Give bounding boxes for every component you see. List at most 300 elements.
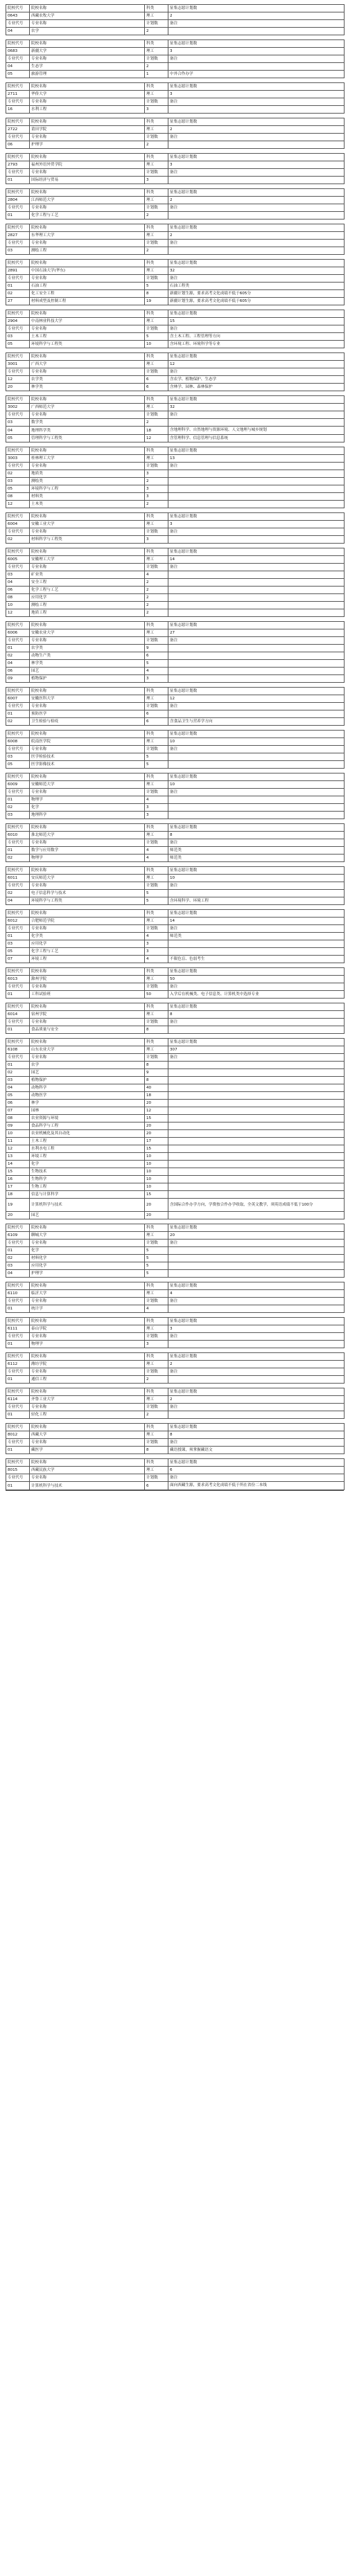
header-row-col-1-cell: 院校代号 <box>6 189 30 197</box>
group-gap-col-2-cell <box>30 35 145 40</box>
major-row-col-2-cell: 测绘工程 <box>30 602 145 609</box>
institution-row-col-2-cell: 安徽医科大学 <box>30 695 145 703</box>
group-gap-col-2-cell <box>30 999 145 1003</box>
major-row <box>6 1199 345 1212</box>
major-row-col-4-cell <box>168 536 345 544</box>
header-row-col-3-cell: 科类 <box>145 1282 168 1290</box>
sub-header-row-col-1-cell: 专业代号 <box>6 528 30 536</box>
group-gap-col-3-cell <box>145 617 168 622</box>
sub-header-row <box>6 240 345 247</box>
major-row <box>6 579 345 587</box>
major-row-col-1-cell: 07 <box>6 1107 30 1115</box>
major-row-col-2-cell: 预防医学 <box>30 710 145 718</box>
major-row-col-1-cell: 01 <box>6 283 30 290</box>
institution-row-col-1-cell: 6014 <box>6 1011 30 1019</box>
major-row <box>6 106 345 114</box>
major-row <box>6 63 345 71</box>
major-row-col-1-cell: 20 <box>6 1212 30 1219</box>
group-gap-col-1-cell <box>6 819 30 824</box>
major-row-col-3-cell: 3 <box>145 106 168 114</box>
institution-row-col-2-cell: 齐鲁工业大学 <box>30 1396 145 1404</box>
sub-header-row-col-3-cell: 计划数 <box>145 134 168 141</box>
major-row-col-3-cell: 5 <box>145 1247 168 1255</box>
institution-row-col-3-cell: 理工 <box>145 126 168 134</box>
major-row-col-2-cell: 物理学 <box>30 796 145 804</box>
header-row-col-2-cell: 院校名称 <box>30 310 145 318</box>
major-row <box>6 804 345 812</box>
major-row-col-3-cell: 6 <box>145 376 168 384</box>
major-row <box>6 587 345 594</box>
header-row-col-2-cell: 院校名称 <box>30 968 145 976</box>
major-row <box>6 602 345 609</box>
group-gap-col-1-cell <box>6 220 30 224</box>
institution-row-col-1-cell: 6111 <box>6 1325 30 1333</box>
header-row-col-1-cell: 院校代号 <box>6 224 30 232</box>
sub-header-row-col-2-cell: 专业名称 <box>30 703 145 710</box>
sub-header-row-col-2-cell: 专业名称 <box>30 1474 145 1482</box>
group-gap <box>6 1219 345 1224</box>
major-row <box>6 298 345 305</box>
header-row <box>6 1424 345 1431</box>
sub-header-row-col-3-cell: 计划数 <box>145 637 168 645</box>
major-row-col-2-cell: 化学工程与工艺 <box>30 587 145 594</box>
group-gap-col-4-cell <box>168 442 345 447</box>
major-row-col-3-cell: 5 <box>145 283 168 290</box>
institution-row-col-4-cell: 32 <box>168 404 345 411</box>
major-row-col-1-cell: 05 <box>6 341 30 348</box>
group-gap-col-3-cell <box>145 220 168 224</box>
major-row-col-1-cell: 12 <box>6 501 30 508</box>
sub-header-row-col-2-cell: 专业名称 <box>30 55 145 63</box>
major-row-col-4-cell <box>168 501 345 508</box>
major-row-col-3-cell: 4 <box>145 571 168 579</box>
major-row-col-4-cell <box>168 1153 345 1161</box>
institution-row-col-1-cell: 2804 <box>6 197 30 204</box>
major-row <box>6 933 345 940</box>
major-row-col-4-cell <box>168 609 345 617</box>
institution-row-col-1-cell: 3001 <box>6 361 30 368</box>
major-row-col-1-cell: 10 <box>6 1130 30 1138</box>
institution-row-col-3-cell: 理工 <box>145 738 168 746</box>
major-row-col-2-cell: 农学 <box>30 1062 145 1069</box>
group-gap <box>6 348 345 353</box>
major-row <box>6 485 345 493</box>
institution-row-col-4-cell: 8 <box>168 1011 345 1019</box>
header-row-col-1-cell: 院校代号 <box>6 353 30 361</box>
header-row <box>6 1039 345 1046</box>
major-row <box>6 1376 345 1384</box>
sub-header-row-col-2-cell: 专业名称 <box>30 1054 145 1062</box>
major-row-col-2-cell: 地质类 <box>30 470 145 478</box>
major-row-col-1-cell: 03 <box>6 419 30 427</box>
major-row-col-3-cell: 4 <box>145 668 168 675</box>
institution-row-col-4-cell: 27 <box>168 629 345 637</box>
header-row-col-3-cell: 科类 <box>145 447 168 455</box>
header-row-col-3-cell: 科类 <box>145 513 168 521</box>
group-gap-col-2-cell <box>30 1384 145 1388</box>
major-row-col-3-cell: 10 <box>145 1161 168 1168</box>
group-gap <box>6 683 345 688</box>
major-row <box>6 177 345 184</box>
major-row <box>6 812 345 819</box>
major-row-col-1-cell: 17 <box>6 1183 30 1191</box>
group-gap-col-4-cell <box>168 255 345 260</box>
major-row-col-1-cell: 04 <box>6 28 30 35</box>
major-row-col-4-cell <box>168 761 345 769</box>
sub-header-row-col-3-cell: 计划数 <box>145 882 168 890</box>
group-gap-col-2-cell <box>30 1454 145 1459</box>
major-row-col-1-cell: 14 <box>6 1161 30 1168</box>
institution-row-col-3-cell: 理工 <box>145 1396 168 1404</box>
header-row-col-2-cell: 院校名称 <box>30 622 145 629</box>
group-gap-col-1-cell <box>6 769 30 773</box>
sub-header-row-col-1-cell: 专业代号 <box>6 240 30 247</box>
major-row-col-2-cell: 植物保护 <box>30 1077 145 1084</box>
header-row <box>6 118 345 126</box>
sub-header-row-col-4-cell: 备注 <box>168 463 345 470</box>
major-row-col-3-cell: 8 <box>145 1447 168 1454</box>
header-row-col-1-cell: 院校代号 <box>6 1388 30 1396</box>
header-row-col-4-cell: 征集志愿计划数 <box>168 260 345 267</box>
group-gap <box>6 78 345 83</box>
major-row-col-3-cell: 2 <box>145 247 168 255</box>
institution-row-col-1-cell: 2722 <box>6 126 30 134</box>
sub-header-row-col-3-cell: 计划数 <box>145 169 168 177</box>
major-row-col-3-cell: 12 <box>145 435 168 442</box>
sub-header-row-col-4-cell: 备注 <box>168 703 345 710</box>
sub-header-row-col-3-cell: 计划数 <box>145 1240 168 1247</box>
group-gap-col-3-cell <box>145 999 168 1003</box>
major-row <box>6 1212 345 1219</box>
major-row-col-3-cell: 6 <box>145 718 168 726</box>
major-row-col-1-cell: 08 <box>6 594 30 602</box>
sub-header-row-col-2-cell: 专业名称 <box>30 275 145 283</box>
sub-header-row-col-1-cell: 专业代号 <box>6 1019 30 1026</box>
institution-row-col-1-cell: 6013 <box>6 976 30 983</box>
group-gap <box>6 819 345 824</box>
group-gap-col-2-cell <box>30 149 145 154</box>
major-row-col-2-cell: 化学 <box>30 804 145 812</box>
institution-row-col-3-cell: 理工 <box>145 521 168 528</box>
group-gap-col-2-cell <box>30 255 145 260</box>
institution-row <box>6 875 345 882</box>
major-row-col-3-cell: 18 <box>145 1092 168 1100</box>
major-row-col-4-cell <box>168 1026 345 1034</box>
sub-header-row <box>6 411 345 419</box>
institution-row-col-3-cell: 理工 <box>145 1232 168 1240</box>
group-gap-col-1-cell <box>6 114 30 118</box>
group-gap-col-4-cell <box>168 683 345 688</box>
header-row-col-1-cell: 院校代号 <box>6 824 30 832</box>
major-row-col-2-cell: 食品科学与工程 <box>30 1122 145 1130</box>
institution-row-col-3-cell: 理工 <box>145 455 168 463</box>
sub-header-row-col-3-cell: 计划数 <box>145 703 168 710</box>
major-row <box>6 1062 345 1069</box>
header-row-col-2-cell: 院校名称 <box>30 910 145 918</box>
major-row-col-2-cell: 地质工程 <box>30 609 145 617</box>
major-row-col-2-cell: 生物科学 <box>30 1176 145 1183</box>
header-row-col-4-cell: 征集志愿计划数 <box>168 548 345 556</box>
institution-row-col-4-cell: 2 <box>168 232 345 240</box>
group-gap-col-4-cell <box>168 1454 345 1459</box>
major-row-col-4-cell: 石油工程类 <box>168 283 345 290</box>
sub-header-row-col-2-cell: 专业名称 <box>30 169 145 177</box>
sub-header-row-col-3-cell: 计划数 <box>145 463 168 470</box>
major-row-col-1-cell: 02 <box>6 1255 30 1262</box>
major-row-col-3-cell: 2 <box>145 63 168 71</box>
major-row-col-1-cell: 04 <box>6 660 30 668</box>
major-row <box>6 212 345 220</box>
header-row-col-1-cell: 院校代号 <box>6 396 30 404</box>
major-row-col-1-cell: 15 <box>6 1168 30 1176</box>
major-row <box>6 675 345 683</box>
major-row-col-4-cell <box>168 485 345 493</box>
sub-header-row-col-4-cell: 备注 <box>168 1404 345 1411</box>
major-row-col-2-cell: 生态学 <box>30 63 145 71</box>
header-row-col-1-cell: 院校代号 <box>6 447 30 455</box>
sub-header-row-col-2-cell: 专业名称 <box>30 368 145 376</box>
major-row-col-3-cell: 6 <box>145 710 168 718</box>
sub-header-row-col-1-cell: 专业代号 <box>6 1474 30 1482</box>
group-gap-col-3-cell <box>145 963 168 968</box>
institution-row-col-4-cell: 20 <box>168 1232 345 1240</box>
major-row-col-1-cell: 01 <box>6 212 30 220</box>
institution-row <box>6 318 345 325</box>
sub-header-row <box>6 169 345 177</box>
institution-row-col-4-cell: 2 <box>168 1361 345 1368</box>
institution-row-col-3-cell: 理工 <box>145 404 168 411</box>
group-gap <box>6 114 345 118</box>
sub-header-row-col-4-cell: 备注 <box>168 564 345 571</box>
sub-header-row-col-4-cell: 备注 <box>168 134 345 141</box>
major-row-col-4-cell <box>168 141 345 149</box>
admission-table <box>6 4 345 1490</box>
institution-row <box>6 695 345 703</box>
sub-header-row-col-1-cell: 专业代号 <box>6 325 30 333</box>
major-row-col-3-cell: 10 <box>145 1183 168 1191</box>
major-row-col-3-cell: 3 <box>145 948 168 956</box>
major-row-col-1-cell: 02 <box>6 536 30 544</box>
group-gap-col-1-cell <box>6 1419 30 1424</box>
sub-header-row <box>6 98 345 106</box>
header-row-col-3-cell: 科类 <box>145 118 168 126</box>
institution-row-col-4-cell: 50 <box>168 976 345 983</box>
sub-header-row-col-4-cell: 备注 <box>168 98 345 106</box>
major-row-col-4-cell <box>168 710 345 718</box>
major-row-col-1-cell: 20 <box>6 384 30 391</box>
group-gap-col-1-cell <box>6 305 30 310</box>
sub-header-row <box>6 983 345 991</box>
institution-row-col-3-cell: 理工 <box>145 918 168 925</box>
major-row <box>6 28 345 35</box>
major-row-col-1-cell: 03 <box>6 812 30 819</box>
major-row <box>6 493 345 501</box>
major-row-col-1-cell: 19 <box>6 1199 30 1212</box>
sub-header-row-col-4-cell: 备注 <box>168 1368 345 1376</box>
sub-header-row-col-4-cell: 备注 <box>168 169 345 177</box>
major-row-col-4-cell <box>168 1130 345 1138</box>
institution-row <box>6 1290 345 1298</box>
header-row-col-4-cell: 征集志愿计划数 <box>168 5 345 12</box>
header-row-col-3-cell: 科类 <box>145 83 168 91</box>
major-row <box>6 501 345 508</box>
sub-header-row-col-2-cell: 专业名称 <box>30 463 145 470</box>
institution-row-col-2-cell: 安庆师范大学 <box>30 875 145 882</box>
header-row <box>6 773 345 781</box>
group-gap-col-4-cell <box>168 78 345 83</box>
major-row <box>6 855 345 862</box>
header-row-col-3-cell: 科类 <box>145 910 168 918</box>
sub-header-row-col-3-cell: 计划数 <box>145 1333 168 1341</box>
sub-header-row-col-2-cell: 专业名称 <box>30 925 145 933</box>
group-gap-col-2-cell <box>30 184 145 189</box>
sub-header-row-col-3-cell: 计划数 <box>145 746 168 753</box>
header-row-col-3-cell: 科类 <box>145 189 168 197</box>
group-gap-col-3-cell <box>145 305 168 310</box>
header-row-col-2-cell: 院校名称 <box>30 1003 145 1011</box>
major-row <box>6 1341 345 1348</box>
header-row-col-4-cell: 征集志愿计划数 <box>168 1224 345 1232</box>
header-row-col-2-cell: 院校名称 <box>30 83 145 91</box>
header-row-col-2-cell: 院校名称 <box>30 1318 145 1325</box>
sub-header-row-col-3-cell: 计划数 <box>145 1298 168 1305</box>
header-row <box>6 1282 345 1290</box>
header-row-col-2-cell: 院校名称 <box>30 824 145 832</box>
major-row-col-2-cell: 测绘类 <box>30 478 145 485</box>
header-row-col-4-cell: 征集志愿计划数 <box>168 83 345 91</box>
institution-row-col-3-cell: 理工 <box>145 1290 168 1298</box>
institution-row-col-3-cell: 理工 <box>145 267 168 275</box>
major-row <box>6 1107 345 1115</box>
sub-header-row-col-1-cell: 专业代号 <box>6 20 30 28</box>
group-gap-col-4-cell <box>168 35 345 40</box>
header-row-col-4-cell: 征集志愿计划数 <box>168 310 345 318</box>
header-row-col-3-cell: 科类 <box>145 622 168 629</box>
sub-header-row-col-2-cell: 专业名称 <box>30 882 145 890</box>
header-row-col-4-cell: 征集志愿计划数 <box>168 447 345 455</box>
major-row-col-1-cell: 05 <box>6 435 30 442</box>
major-row-col-1-cell: 01 <box>6 710 30 718</box>
major-row-col-3-cell: 3 <box>145 485 168 493</box>
major-row-col-2-cell: 化学类 <box>30 933 145 940</box>
sub-header-row-col-1-cell: 专业代号 <box>6 1368 30 1376</box>
major-row <box>6 940 345 948</box>
header-row-col-4-cell: 征集志愿计划数 <box>168 396 345 404</box>
sub-header-row-col-4-cell: 备注 <box>168 839 345 847</box>
group-gap-col-3-cell <box>145 391 168 396</box>
group-gap-col-3-cell <box>145 1348 168 1353</box>
header-row-col-4-cell: 征集志愿计划数 <box>168 731 345 738</box>
sub-header-row-col-4-cell: 备注 <box>168 637 345 645</box>
institution-row-col-4-cell: 2 <box>168 12 345 20</box>
major-row-col-4-cell <box>168 1183 345 1191</box>
group-gap-col-4-cell <box>168 617 345 622</box>
group-gap-col-2-cell <box>30 1219 145 1224</box>
major-row-col-4-cell <box>168 212 345 220</box>
major-row-col-1-cell: 12 <box>6 1145 30 1153</box>
group-gap-col-2-cell <box>30 305 145 310</box>
sub-header-row-col-2-cell: 专业名称 <box>30 528 145 536</box>
group-gap-col-2-cell <box>30 78 145 83</box>
sub-header-row-col-3-cell: 计划数 <box>145 528 168 536</box>
group-gap-col-3-cell <box>145 1219 168 1224</box>
major-row-col-3-cell: 4 <box>145 956 168 963</box>
major-row-col-1-cell: 03 <box>6 333 30 341</box>
major-row-col-4-cell <box>168 1168 345 1176</box>
group-gap-col-1-cell <box>6 905 30 910</box>
major-row-col-2-cell: 护理学 <box>30 141 145 149</box>
major-row-col-4-cell <box>168 1411 345 1419</box>
major-row <box>6 376 345 384</box>
major-row-col-3-cell: 2 <box>145 1376 168 1384</box>
sub-header-row-col-3-cell: 计划数 <box>145 1439 168 1447</box>
sub-header-row-col-1-cell: 专业代号 <box>6 275 30 283</box>
major-row <box>6 897 345 905</box>
institution-row-col-4-cell: 13 <box>168 455 345 463</box>
header-row-col-3-cell: 科类 <box>145 260 168 267</box>
sub-header-row-col-3-cell: 计划数 <box>145 98 168 106</box>
header-row-col-1-cell: 院校代号 <box>6 513 30 521</box>
group-gap-col-4-cell <box>168 1313 345 1318</box>
header-row-col-3-cell: 科类 <box>145 5 168 12</box>
major-row-col-1-cell: 08 <box>6 1115 30 1122</box>
group-gap-col-2-cell <box>30 769 145 773</box>
major-row-col-3-cell: 2 <box>145 579 168 587</box>
major-row-col-1-cell: 18 <box>6 1191 30 1199</box>
major-row-col-3-cell: 2 <box>145 501 168 508</box>
institution-row-col-1-cell: 6012 <box>6 918 30 925</box>
major-row <box>6 1115 345 1122</box>
major-row-col-4-cell: 含环境工程、环境科学等专业 <box>168 341 345 348</box>
major-row-col-3-cell: 3 <box>145 940 168 948</box>
major-row-col-4-cell <box>168 177 345 184</box>
major-row-col-4-cell <box>168 1115 345 1122</box>
sub-header-row <box>6 1474 345 1482</box>
institution-row <box>6 455 345 463</box>
sub-header-row <box>6 528 345 536</box>
header-row-col-3-cell: 科类 <box>145 396 168 404</box>
major-row-col-3-cell: 8 <box>145 1077 168 1084</box>
major-row-col-4-cell <box>168 1138 345 1145</box>
sub-header-row <box>6 1368 345 1376</box>
group-gap <box>6 1348 345 1353</box>
group-gap-col-3-cell <box>145 78 168 83</box>
institution-row <box>6 1232 345 1240</box>
major-row-col-2-cell: 生物工程 <box>30 1183 145 1191</box>
major-row-col-1-cell: 01 <box>6 177 30 184</box>
group-gap-col-2-cell <box>30 819 145 824</box>
major-row-col-3-cell: 4 <box>145 1305 168 1313</box>
major-row-col-2-cell: 安全工程 <box>30 579 145 587</box>
major-row-col-2-cell: 动物医学 <box>30 1092 145 1100</box>
major-row-col-1-cell: 03 <box>6 247 30 255</box>
major-row-col-2-cell: 农学类 <box>30 645 145 652</box>
major-row <box>6 333 345 341</box>
group-gap-col-2-cell <box>30 391 145 396</box>
sub-header-row-col-4-cell: 备注 <box>168 411 345 419</box>
major-row-col-3-cell: 2 <box>145 141 168 149</box>
group-gap-col-4-cell <box>168 1348 345 1353</box>
major-row-col-4-cell: 含管理科学、信息管理与信息系统 <box>168 435 345 442</box>
institution-row-col-3-cell: 理工 <box>145 161 168 169</box>
group-gap-col-1-cell <box>6 442 30 447</box>
sub-header-row-col-1-cell: 专业代号 <box>6 98 30 106</box>
major-row <box>6 890 345 897</box>
header-row-col-3-cell: 科类 <box>145 773 168 781</box>
major-row-col-3-cell: 3 <box>145 1341 168 1348</box>
major-row-col-3-cell: 4 <box>145 855 168 862</box>
header-row-col-3-cell: 科类 <box>145 40 168 48</box>
